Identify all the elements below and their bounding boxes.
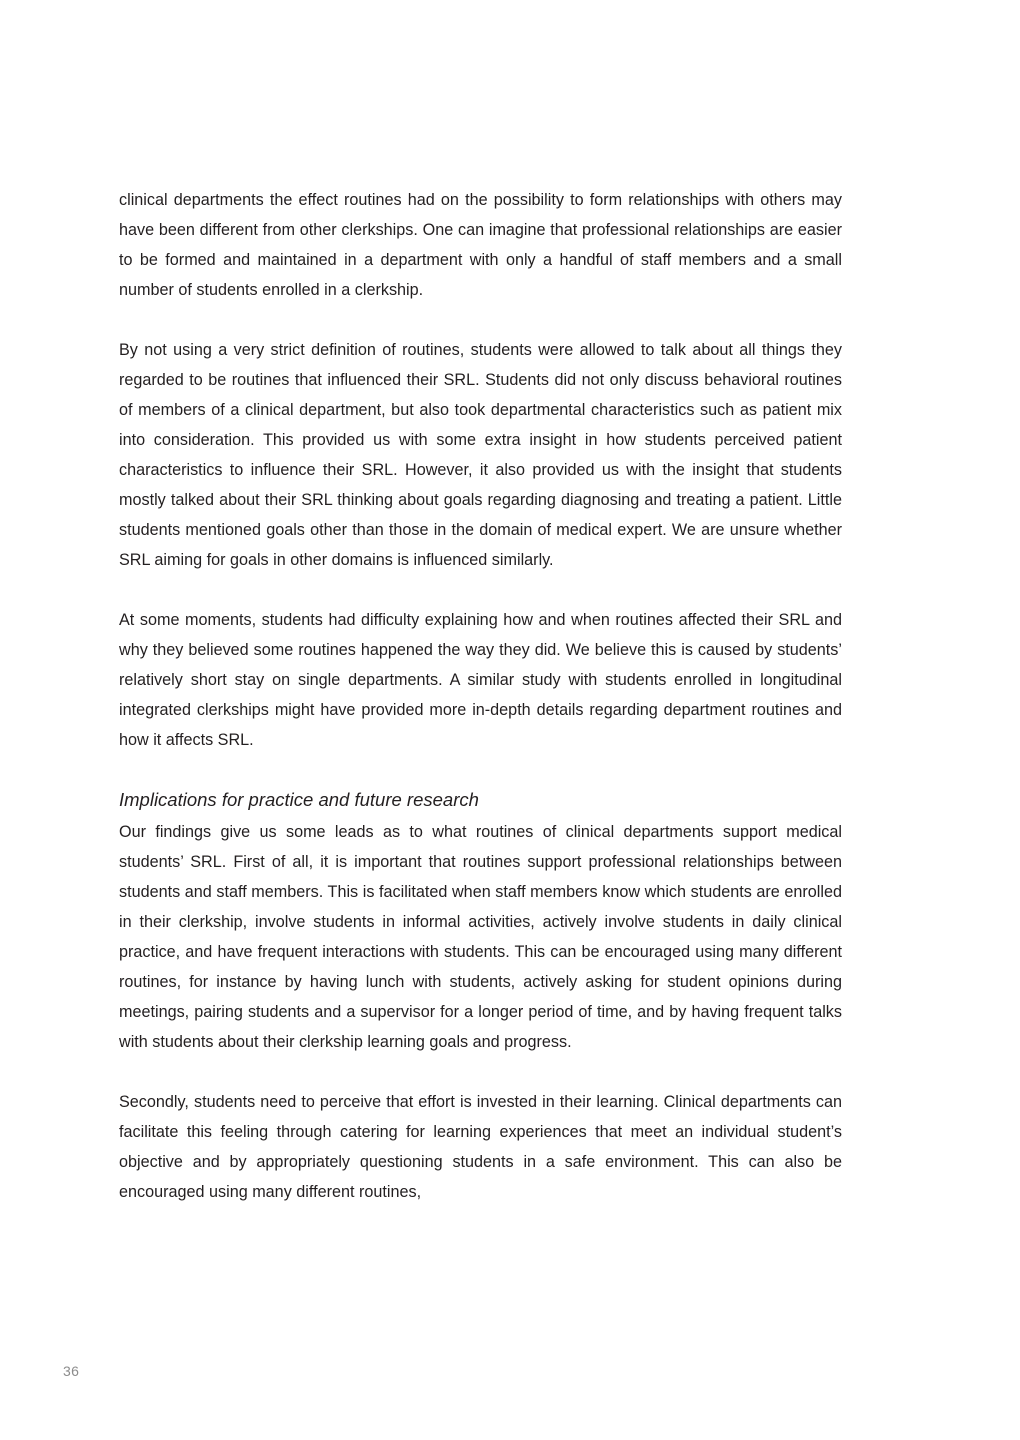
page-number: 36 [63,1363,80,1379]
section-heading: Implications for practice and future research [119,789,479,810]
page-body-text [119,185,842,1207]
paragraph: At some moments, students had difficulty explaining how and when routines affected their SRL and why they believed some routines happened the way they did. We believe this is caused by students’ relatively short stay on single departments. A similar study with students enrolled in longitudinal integrated clerkships might have provided more in-depth details regarding department routines and how it affects SRL. [119,611,842,749]
paragraph: Secondly, students need to perceive that effort is invested in their learning. Clinical departments can facilitate this feeling through catering for learning experiences that meet an individual student’s objective and by appropriately questioning students in a safe environment. This can also be encouraged using many different routines, [119,1093,842,1201]
paragraph: Our findings give us some leads as to what routines of clinical departments support medical students’ SRL. First of all, it is important that routines support professional relationships between students and staff members. This is facilitated when staff members know which students are enrolled in their clerkship, involve students in informal activities, actively involve students in daily clinical practice, and have frequent interactions with students. This can be encouraged using many different routines, for instance by having lunch with students, actively asking for student opinions during meetings, pairing students and a supervisor for a longer period of time, and by having frequent talks with students about their clerkship learning goals and progress. [119,823,842,1051]
paragraph: clinical departments the effect routines had on the possibility to form relationships with others may have been different from other clerkships. One can imagine that professional relationships are easier to be formed and maintained in a department with only a handful of staff members and a small number of students enrolled in a clerkship. [119,191,842,299]
paragraph: By not using a very strict definition of routines, students were allowed to talk about all things they regarded to be routines that influenced their SRL. Students did not only discuss behavioral routines of members of a clinical department, but also took departmental characteristics such as patient mix into consideration. This provided us with some extra insight in how students perceived patient characteristics to influence their SRL. However, it also provided us with the insight that students mostly talked about their SRL thinking about goals regarding diagnosing and treating a patient. Little students mentioned goals other than those in the domain of medical expert. We are unsure whether SRL aiming for goals in other domains is influenced similarly. [119,341,842,569]
